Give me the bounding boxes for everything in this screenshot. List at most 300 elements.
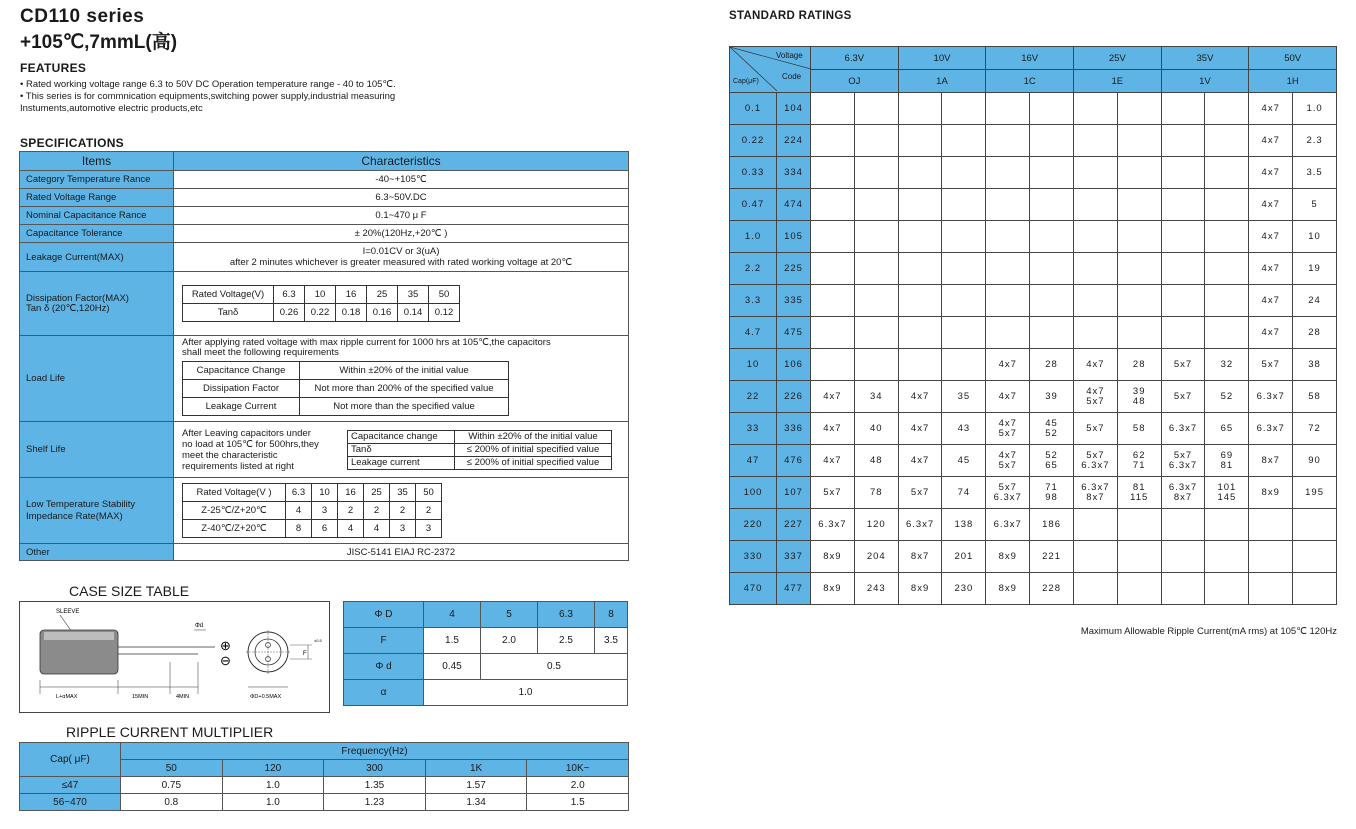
ripple-current-cell	[1293, 509, 1337, 541]
ripple-current-cell: 58	[1293, 381, 1337, 413]
case-size-cell: 8x7	[1249, 445, 1293, 477]
imp-row-label: Z-40℃/Z+20℃	[183, 520, 286, 538]
case-size-cell: 4x7	[811, 413, 855, 445]
ripple-current-cell	[1117, 317, 1161, 349]
spec-label	[20, 478, 174, 544]
ripple-current-cell: 43	[942, 413, 986, 445]
ripple-current-cell: 10	[1293, 221, 1337, 253]
ripple-current-cell: 221	[1030, 541, 1074, 573]
load-life-key: Leakage Current	[183, 398, 300, 416]
ripple-freq: 120	[222, 760, 324, 777]
ripple-current-cell	[1030, 125, 1074, 157]
ripple-current-cell	[1117, 125, 1161, 157]
ripple-current-cell	[854, 157, 898, 189]
ripple-current-cell	[1205, 317, 1249, 349]
ripple-current-cell: 90	[1293, 445, 1337, 477]
case-size-cell: 4x7	[1249, 285, 1293, 317]
case-size-cell: 5x7	[1161, 349, 1205, 381]
voltage-header: 25V	[1073, 47, 1161, 70]
case-size-cell	[1073, 125, 1117, 157]
ripple-current-cell	[854, 125, 898, 157]
ripple-current-cell	[1117, 93, 1161, 125]
case-size-cell: 6.3x7	[898, 509, 942, 541]
case-size-cell: 8x9	[1249, 477, 1293, 509]
case-size-cell: 8x9	[898, 573, 942, 605]
ripple-current-cell: 138	[942, 509, 986, 541]
df-value: 0.16	[367, 304, 398, 322]
capacitance-code: 224	[777, 125, 811, 157]
case-size-heading: CASE SIZE TABLE	[69, 583, 190, 599]
ripple-current-cell	[1293, 541, 1337, 573]
case-size-cell	[986, 253, 1030, 285]
cell-line: 6.3x7	[1081, 459, 1110, 471]
capacitance-value: 0.1	[730, 93, 777, 125]
ripple-current-cell	[942, 253, 986, 285]
cell-line: 52	[1045, 449, 1058, 461]
imp-value: 3	[312, 502, 338, 520]
shelf-life-table	[347, 430, 612, 470]
case-size-cell	[986, 93, 1030, 125]
ratings-row	[730, 477, 1337, 509]
cell-line: 4x7	[1086, 385, 1105, 397]
df-value: 0.14	[398, 304, 429, 322]
case-size-cell	[1161, 253, 1205, 285]
case-size-cell: 5x7	[1249, 349, 1293, 381]
ripple-current-cell: 74	[942, 477, 986, 509]
ripple-current-cell: 3.5	[1293, 157, 1337, 189]
diameter-label: ΦD+0.5MAX	[250, 694, 282, 700]
case-size-cell: 4x7	[986, 381, 1030, 413]
case-size-cell	[1249, 509, 1293, 541]
ripple-current-cell	[1030, 253, 1074, 285]
case-size-cell	[898, 285, 942, 317]
ripple-current-cell	[1117, 189, 1161, 221]
case-pitch: 2.5	[538, 628, 595, 654]
case-size-cell	[1073, 509, 1117, 541]
ripple-current-cell	[854, 93, 898, 125]
case-size-cell	[898, 253, 942, 285]
shelf-life-line: After Leaving capacitors under	[182, 427, 311, 439]
case-size-cell	[986, 189, 1030, 221]
impedance-header: Rated Voltage(V )	[183, 484, 286, 502]
cell-line: 71	[1132, 459, 1146, 471]
leakage-condition: after 2 minutes whichever is greater measured with rated working voltage at 20℃	[229, 257, 573, 268]
ripple-current-cell: 38	[1293, 349, 1337, 381]
sleeve-label: SLEEVE	[56, 609, 80, 615]
cell-line: 6.3x7	[993, 491, 1022, 503]
cell-line: 62	[1132, 449, 1146, 461]
minus-icon: ⊖	[220, 653, 231, 668]
ratings-row	[730, 253, 1337, 285]
imp-value: 6	[312, 520, 338, 538]
tan-label: Tanδ	[183, 304, 274, 322]
capacitance-value: 0.22	[730, 125, 777, 157]
low-temp-label: Low Temperature Stability	[26, 498, 136, 510]
ripple-current-cell: 120	[854, 509, 898, 541]
ripple-current-cell	[1117, 285, 1161, 317]
ripple-current-cell	[1205, 189, 1249, 221]
case-size-cell	[986, 413, 1030, 445]
voltage-header: 16V	[986, 47, 1074, 70]
case-size-cell	[1161, 157, 1205, 189]
ripple-current-cell	[1205, 285, 1249, 317]
case-size-cell	[1161, 285, 1205, 317]
case-size-table	[343, 601, 628, 706]
load-life-value: Not more than the specified value	[300, 398, 509, 416]
ripple-current-cell	[854, 189, 898, 221]
dissipation-sublabel: Tan δ (20℃,120Hz)	[26, 302, 110, 314]
cell-line: 6.3x7	[1168, 459, 1198, 471]
ripple-current-cell	[1117, 381, 1161, 413]
ripple-current-cell	[1205, 221, 1249, 253]
case-size-cell: 8x9	[811, 573, 855, 605]
ripple-current-cell	[854, 253, 898, 285]
ratings-row	[730, 413, 1337, 445]
spec-label: Capacitance Tolerance	[20, 225, 174, 243]
cap-axis-label: Cap(μF)	[733, 78, 759, 85]
cell-line: 52	[1045, 427, 1058, 439]
df-voltage: 16	[336, 286, 367, 304]
cell-line: 5x7	[1173, 449, 1193, 461]
features-list	[20, 79, 620, 115]
case-size-cell	[811, 253, 855, 285]
shelf-life-value: ≤ 200% of initial specified value	[455, 456, 612, 469]
case-alpha: 1.0	[424, 680, 628, 706]
ripple-current-cell: 58	[1117, 413, 1161, 445]
ripple-current-cell	[1117, 445, 1161, 477]
capacitance-value: 0.33	[730, 157, 777, 189]
case-row-label: F	[344, 628, 424, 654]
case-size-cell: 6.3x7	[1249, 413, 1293, 445]
ratings-row	[730, 125, 1337, 157]
case-size-cell	[1073, 477, 1117, 509]
lead-diameter-label: Φd	[195, 623, 204, 629]
capacitance-code: 335	[777, 285, 811, 317]
case-size-cell	[1249, 541, 1293, 573]
imp-value: 2	[416, 502, 442, 520]
low-temp-sublabel: Impedance Rate(MAX)	[26, 510, 123, 522]
case-size-cell	[986, 125, 1030, 157]
col-items: Items	[20, 152, 174, 171]
ripple-current-cell: 28	[1030, 349, 1074, 381]
dissipation-header: Rated Voltage(V)	[183, 286, 274, 304]
ripple-current-cell: 186	[1030, 509, 1074, 541]
case-pitch: 2.0	[481, 628, 538, 654]
ripple-current-cell	[1030, 477, 1074, 509]
ripple-value: 1.23	[324, 794, 426, 811]
imp-value: 2	[364, 502, 390, 520]
capacitance-code: 106	[777, 349, 811, 381]
ripple-current-cell	[1030, 157, 1074, 189]
ripple-current-cell	[1117, 221, 1161, 253]
case-size-cell	[986, 221, 1030, 253]
case-size-cell: 8x9	[986, 541, 1030, 573]
ripple-current-cell: 40	[854, 413, 898, 445]
ripple-current-cell: 24	[1293, 285, 1337, 317]
ripple-current-cell: 243	[854, 573, 898, 605]
ripple-current-cell: 230	[942, 573, 986, 605]
ripple-current-cell: 35	[942, 381, 986, 413]
ripple-freq: 1K	[425, 760, 527, 777]
series-subtitle: +105℃,7mmL(高)	[20, 32, 178, 53]
imp-value: 2	[338, 502, 364, 520]
low-temp-cell	[174, 478, 629, 544]
case-pitch: 3.5	[595, 628, 628, 654]
ripple-value: 0.75	[121, 777, 223, 794]
ratings-row	[730, 189, 1337, 221]
ripple-current-cell	[854, 317, 898, 349]
case-size-cell	[811, 317, 855, 349]
spec-value	[174, 243, 629, 272]
case-size-cell: 5x7	[1073, 413, 1117, 445]
pitch-tolerance: ±0.5	[314, 638, 322, 643]
ratings-footnote: Maximum Allowable Ripple Current(mA rms) at 105℃ 120Hz	[1080, 626, 1337, 637]
ripple-value: 1.5	[527, 794, 629, 811]
load-life-key: Dissipation Factor	[183, 380, 300, 398]
case-size-cell	[1161, 573, 1205, 605]
ripple-freq-header: Frequency(Hz)	[121, 743, 629, 760]
ripple-current-cell	[1117, 157, 1161, 189]
load-life-text: After applying rated voltage with max ripple current for 1000 hrs at 105℃,the capacitors	[182, 337, 551, 348]
case-size-cell: 4x7	[1249, 253, 1293, 285]
case-size-cell: 6.3x7	[1249, 381, 1293, 413]
ripple-current-cell: 45	[942, 445, 986, 477]
features-heading: FEATURES	[20, 61, 87, 75]
spec-label: Nominal Capacitance Rance	[20, 207, 174, 225]
cell-line: 4x7	[998, 417, 1017, 429]
dissipation-cell	[174, 272, 629, 336]
voltage-header: 6.3V	[811, 47, 899, 70]
capacitance-value: 470	[730, 573, 777, 605]
case-diameter: 6.3	[538, 602, 595, 628]
capacitance-code: 476	[777, 445, 811, 477]
voltage-code: 1C	[986, 70, 1074, 93]
ripple-current-cell: 228	[1030, 573, 1074, 605]
case-size-cell: 4x7	[898, 445, 942, 477]
ripple-current-cell	[1205, 253, 1249, 285]
case-size-cell: 4x7	[1249, 189, 1293, 221]
case-size-cell	[1073, 93, 1117, 125]
case-size-cell	[898, 221, 942, 253]
case-size-cell	[1161, 477, 1205, 509]
ripple-current-cell: 204	[854, 541, 898, 573]
impedance-table	[182, 483, 442, 538]
ripple-current-cell: 48	[854, 445, 898, 477]
case-size-cell	[898, 317, 942, 349]
ripple-current-cell	[1205, 93, 1249, 125]
ratings-row	[730, 541, 1337, 573]
ripple-value: 1.34	[425, 794, 527, 811]
case-size-cell	[1073, 285, 1117, 317]
df-value: 0.12	[429, 304, 460, 322]
spec-label: Other	[20, 544, 174, 561]
ratings-row	[730, 381, 1337, 413]
specifications-table	[19, 151, 629, 561]
ripple-current-cell: 2.3	[1293, 125, 1337, 157]
cell-line: 98	[1045, 491, 1058, 503]
ripple-current-cell	[1117, 573, 1161, 605]
ripple-current-cell: 5	[1293, 189, 1337, 221]
spec-value: -40~+105℃	[174, 171, 629, 189]
capacitance-value: 2.2	[730, 253, 777, 285]
ripple-current-cell	[1030, 221, 1074, 253]
case-size-cell: 8x7	[898, 541, 942, 573]
capacitance-value: 100	[730, 477, 777, 509]
case-size-cell	[1073, 381, 1117, 413]
case-lead: 0.45	[424, 654, 481, 680]
feature-item: • This series is for commnication equipments,switching power supply,industrial measuring	[20, 91, 396, 102]
shelf-life-line: meet the characteristic	[182, 449, 278, 461]
ripple-current-cell	[942, 125, 986, 157]
ripple-current-cell	[1205, 541, 1249, 573]
ripple-current-cell	[1205, 125, 1249, 157]
capacitance-value: 22	[730, 381, 777, 413]
case-size-cell	[986, 477, 1030, 509]
capacitance-value: 33	[730, 413, 777, 445]
case-size-cell	[1073, 573, 1117, 605]
ripple-current-cell	[1030, 189, 1074, 221]
spec-label: Rated Voltage Range	[20, 189, 174, 207]
capacitance-value: 220	[730, 509, 777, 541]
ripple-freq: 50	[121, 760, 223, 777]
case-size-cell: 4x7	[1249, 125, 1293, 157]
ripple-current-cell	[1030, 317, 1074, 349]
capacitance-value: 4.7	[730, 317, 777, 349]
ratings-row	[730, 285, 1337, 317]
ripple-freq: 10K~	[527, 760, 629, 777]
shelf-life-key: Leakage current	[348, 456, 455, 469]
shelf-life-key: Tanδ	[348, 443, 455, 456]
spec-value: ± 20%(120Hz,+20℃ )	[174, 225, 629, 243]
ripple-current-cell	[1117, 541, 1161, 573]
case-size-cell	[1073, 445, 1117, 477]
case-size-cell	[811, 93, 855, 125]
ripple-current-cell: 65	[1205, 413, 1249, 445]
ripple-current-cell	[942, 189, 986, 221]
ripple-current-cell	[1293, 573, 1337, 605]
capacitance-code: 107	[777, 477, 811, 509]
case-size-cell	[898, 349, 942, 381]
ripple-cap: 56~470	[20, 794, 121, 811]
ripple-current-cell: 19	[1293, 253, 1337, 285]
case-size-cell: 4x7	[1249, 221, 1293, 253]
df-voltage: 35	[398, 286, 429, 304]
case-size-cell: 5x7	[898, 477, 942, 509]
case-size-cell: 4x7	[898, 413, 942, 445]
min4-label: 4MIN	[176, 694, 190, 700]
ripple-current-cell	[854, 349, 898, 381]
case-row-label: Φ d	[344, 654, 424, 680]
case-size-cell	[1073, 221, 1117, 253]
ripple-current-cell	[1030, 285, 1074, 317]
cell-line: 8x7	[1173, 491, 1193, 503]
case-size-cell: 4x7	[1073, 349, 1117, 381]
ratings-row	[730, 573, 1337, 605]
case-size-cell	[898, 93, 942, 125]
ripple-current-cell	[1205, 445, 1249, 477]
imp-voltage: 6.3	[286, 484, 312, 502]
capacitance-code: 337	[777, 541, 811, 573]
capacitance-code: 474	[777, 189, 811, 221]
feature-item: Instuments,automotive electric products,etc	[20, 103, 203, 114]
case-size-cell	[1161, 189, 1205, 221]
series-title: CD110 series	[20, 6, 145, 27]
ripple-current-cell	[1030, 93, 1074, 125]
capacitance-value: 3.3	[730, 285, 777, 317]
case-diameter: 4	[424, 602, 481, 628]
cell-line: 81	[1132, 481, 1146, 493]
ripple-current-cell	[1117, 253, 1161, 285]
case-size-cell	[898, 157, 942, 189]
voltage-axis-label: Voltage	[776, 51, 803, 60]
capacitance-code: 104	[777, 93, 811, 125]
case-size-cell: 4x7	[811, 381, 855, 413]
ripple-current-cell	[1205, 477, 1249, 509]
ripple-current-cell	[1205, 157, 1249, 189]
case-size-cell: 6.3x7	[986, 509, 1030, 541]
imp-value: 3	[390, 520, 416, 538]
case-size-cell: 8x9	[811, 541, 855, 573]
voltage-header: 35V	[1161, 47, 1249, 70]
case-size-cell	[1073, 541, 1117, 573]
cell-line: 65	[1045, 459, 1058, 471]
case-diameter: 5	[481, 602, 538, 628]
ripple-current-cell: 32	[1205, 349, 1249, 381]
voltage-code: 1V	[1161, 70, 1249, 93]
case-size-cell	[986, 285, 1030, 317]
voltage-header: 10V	[898, 47, 986, 70]
imp-voltage: 35	[390, 484, 416, 502]
ripple-current-cell: 28	[1117, 349, 1161, 381]
shelf-life-value: Within ±20% of the initial value	[455, 430, 612, 443]
shelf-life-line: no load at 105℃ for 500hrs,they	[182, 438, 319, 450]
ratings-row	[730, 349, 1337, 381]
ripple-value: 1.0	[222, 777, 324, 794]
pitch-label: F	[303, 651, 307, 657]
case-row-label: α	[344, 680, 424, 706]
ripple-current-cell: 1.0	[1293, 93, 1337, 125]
imp-value: 8	[286, 520, 312, 538]
ripple-current-cell: 72	[1293, 413, 1337, 445]
ratings-row	[730, 221, 1337, 253]
cell-line: 71	[1045, 481, 1058, 493]
case-size-cell	[1161, 93, 1205, 125]
case-size-cell	[1161, 125, 1205, 157]
cell-line: 5x7	[998, 481, 1017, 493]
ratings-heading: STANDARD RATINGS	[729, 10, 852, 22]
load-life-table	[182, 361, 509, 416]
capacitance-code: 336	[777, 413, 811, 445]
ripple-current-cell: 52	[1205, 381, 1249, 413]
ripple-heading: RIPPLE CURRENT MULTIPLIER	[66, 724, 274, 740]
dissipation-table	[182, 285, 460, 322]
voltage-code: 1A	[898, 70, 986, 93]
case-size-cell	[811, 221, 855, 253]
load-life-cell	[174, 336, 629, 422]
ripple-value: 1.35	[324, 777, 426, 794]
ripple-current-cell	[942, 221, 986, 253]
load-life-value: Within ±20% of the initial value	[300, 362, 509, 380]
capacitance-value: 47	[730, 445, 777, 477]
imp-value: 4	[286, 502, 312, 520]
voltage-code: 1E	[1073, 70, 1161, 93]
case-size-cell	[1161, 541, 1205, 573]
ripple-value: 0.8	[121, 794, 223, 811]
imp-value: 3	[416, 520, 442, 538]
cell-line: 6.3x7	[1081, 481, 1110, 493]
case-size-cell	[1161, 509, 1205, 541]
length-label: L+αMAX	[56, 694, 78, 700]
